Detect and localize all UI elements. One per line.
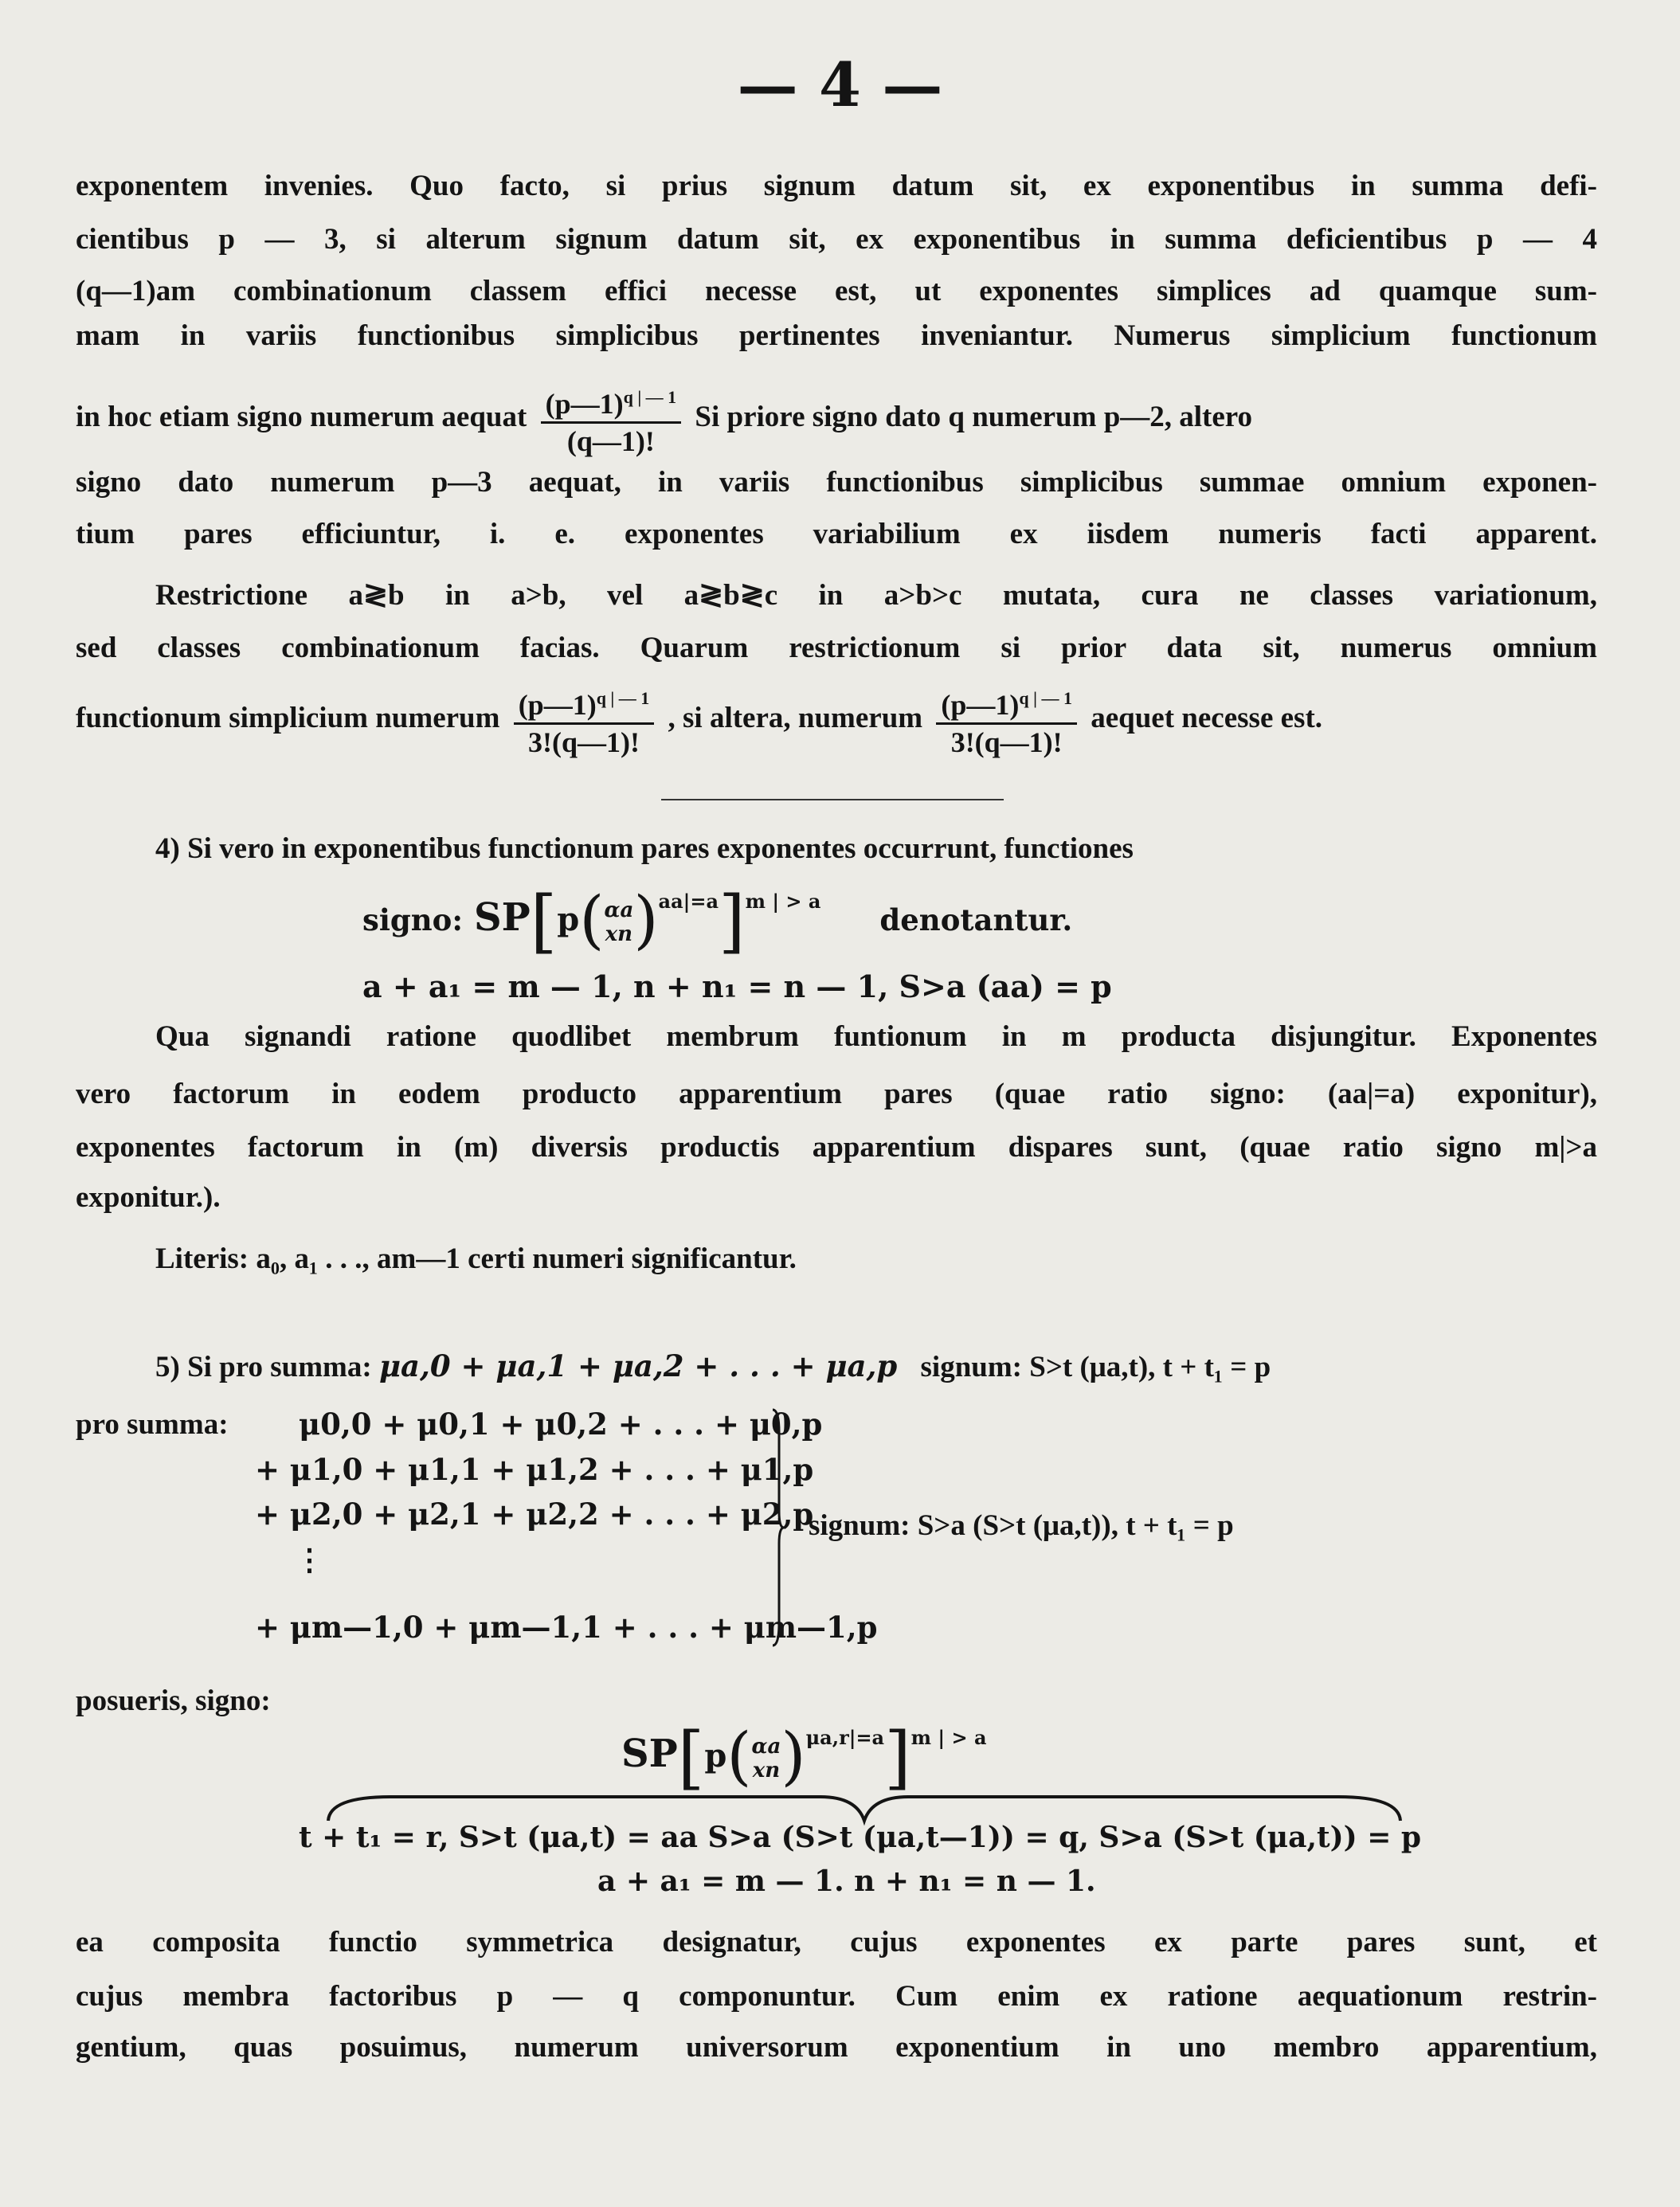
text-line: signo dato numerum p—3 aequat, in variis functionibus simplicibus summae omnium exponen- bbox=[76, 466, 1597, 499]
section-5-line bbox=[155, 1347, 1597, 1387]
fraction-denominator: 3!(q—1)! bbox=[950, 726, 1063, 758]
text-line: Restrictione a≷b in a>b, vel a≷b≷c in a>b>c mutata, cura ne classes variationum, bbox=[155, 579, 1597, 612]
text-span: aequet necesse est. bbox=[1091, 701, 1323, 734]
formula-sp-composite bbox=[621, 1718, 987, 1798]
text-span: 5) Si pro summa: bbox=[155, 1351, 372, 1383]
fraction bbox=[541, 380, 682, 459]
text-line: (q—1)am combinationum classem effici necesse est, ut exponentes simplices ad quamque sum- bbox=[76, 275, 1597, 307]
text-line: cujus membra factoribus p — q componuntur. Cum enim ex ratione aequationum restrin- bbox=[76, 1980, 1597, 2013]
sum-row: + μ1,0 + μ1,1 + μ1,2 + . . . + μ1,p bbox=[255, 1452, 814, 1487]
page-number: — 4 — bbox=[737, 49, 943, 120]
sum-expression: μa,0 + μa,1 + μa,2 + . . . + μa,p bbox=[378, 1348, 898, 1383]
paren-right: ) bbox=[633, 882, 659, 957]
inner-exponent: aa|=a bbox=[658, 890, 719, 913]
bracket-right: ] bbox=[719, 882, 746, 961]
formula-p: p bbox=[704, 1737, 727, 1775]
formula-conditions: a + a₁ = m — 1, n + n₁ = n — 1, S>a (aa) = p bbox=[362, 968, 1112, 1004]
text-line: vero factorum in eodem producto apparentium pares (quae ratio signo: (aa|=a) exponitur), bbox=[76, 1078, 1597, 1110]
signo-label: signo: bbox=[362, 902, 463, 937]
pro-summa-label: pro summa: bbox=[76, 1408, 229, 1441]
sum-row-ellipsis: ⋮ bbox=[295, 1542, 324, 1577]
text-span: Si priore signo dato q numerum p—2, altero bbox=[695, 400, 1253, 433]
right-brace-icon bbox=[771, 1408, 785, 1647]
text-line: gentium, quas posuimus, numerum universorum exponentium in uno membro apparentium, bbox=[76, 2031, 1597, 2064]
text-line-with-fraction bbox=[76, 681, 1597, 760]
text-line: exponentes factorum in (m) diversis productis apparentium dispares sunt, (quae ratio signo m|>a bbox=[76, 1131, 1597, 1164]
text-span: , si altera, numerum bbox=[668, 701, 923, 734]
outer-exponent: m | > a bbox=[745, 890, 821, 913]
text-line: exponitur.). bbox=[76, 1181, 221, 1214]
bracket-right: ] bbox=[884, 1718, 911, 1798]
fraction-denominator: (q—1)! bbox=[566, 425, 655, 457]
sum-row: μ0,0 + μ0,1 + μ0,2 + . . . + μ0,p bbox=[299, 1407, 823, 1442]
text-line: sed classes combinationum facias. Quarum restrictionum si prior data sit, numerus omnium bbox=[76, 632, 1597, 664]
binom-stack: αa xn bbox=[604, 898, 634, 946]
formula-conditions-2: t + t₁ = r, S>t (μa,t) = aa S>a (S>t (μa,t—1)) = q, S>a (S>t (μa,t)) = p bbox=[299, 1821, 1422, 1854]
paren-right: ) bbox=[781, 1719, 806, 1793]
fraction-denominator: 3!(q—1)! bbox=[527, 726, 640, 758]
fraction-numerator: (p—1)$^{q | — 1}$ bbox=[514, 681, 655, 725]
inner-exponent: μa,r|=a bbox=[805, 1726, 885, 1749]
formula-p: p bbox=[557, 901, 580, 938]
signum-expression: signum: S>t (μa,t), t + t₁ = p bbox=[920, 1351, 1271, 1383]
fraction-numerator: (p—1)$^{q | — 1}$ bbox=[936, 681, 1077, 725]
text-span: in hoc etiam signo numerum aequat bbox=[76, 400, 527, 433]
text-line: mam in variis functionibus simplicibus pertinentes inveniantur. Numerus simplicium functionum bbox=[76, 319, 1597, 352]
formula-conditions-3: a + a₁ = m — 1. n + n₁ = n — 1. bbox=[597, 1865, 1096, 1898]
outer-exponent: m | > a bbox=[910, 1726, 987, 1749]
binom-stack: αa xn bbox=[751, 1735, 781, 1782]
text-line: cientibus p — 3, si alterum signum datum sit, ex exponentibus in summa deficientibus p — 4 bbox=[76, 223, 1597, 256]
formula-sp: SP bbox=[621, 1732, 678, 1776]
posueris-line: posueris, signo: bbox=[76, 1685, 271, 1717]
denotantur-label: denotantur. bbox=[879, 902, 1073, 937]
text-line: Literis: a₀, a₁ . . ., am—1 certi numeri significantur. bbox=[155, 1242, 797, 1275]
sum-row: + μm—1,0 + μm—1,1 + . . . + μm—1,p bbox=[255, 1610, 878, 1645]
paren-left: ( bbox=[579, 882, 605, 957]
text-line: Qua signandi ratione quodlibet membrum funtionum in m producta disjungitur. Exponentes bbox=[155, 1020, 1597, 1053]
text-line-with-fraction bbox=[76, 380, 1597, 459]
fraction bbox=[514, 681, 655, 760]
section-divider bbox=[661, 799, 1004, 800]
text-span: functionum simplicium numerum bbox=[76, 701, 500, 734]
section-4-intro: 4) Si vero in exponentibus functionum pares exponentes occurrunt, functiones bbox=[155, 832, 1134, 865]
text-line: tium pares efficiuntur, i. e. exponentes variabilium ex iisdem numeris facti apparent. bbox=[76, 518, 1597, 550]
paren-left: ( bbox=[726, 1719, 752, 1793]
sum-row: + μ2,0 + μ2,1 + μ2,2 + . . . + μ2,p bbox=[255, 1497, 814, 1532]
formula-sp: SP bbox=[473, 895, 531, 940]
fraction-numerator: (p—1)$^{q | — 1}$ bbox=[541, 380, 682, 424]
fraction bbox=[936, 681, 1077, 760]
text-line: ea composita functio symmetrica designatur, cujus exponentes ex parte pares sunt, et bbox=[76, 1926, 1597, 1959]
signum-expression-2: signum: S>a (S>t (μa,t)), t + t₁ = p bbox=[809, 1509, 1234, 1542]
text-line: exponentem invenies. Quo facto, si prius signum datum sit, ex exponentibus in summa defi- bbox=[76, 170, 1597, 202]
formula-sp-signo bbox=[362, 882, 1073, 961]
bracket-left: [ bbox=[677, 1718, 705, 1798]
bracket-left: [ bbox=[530, 882, 558, 961]
